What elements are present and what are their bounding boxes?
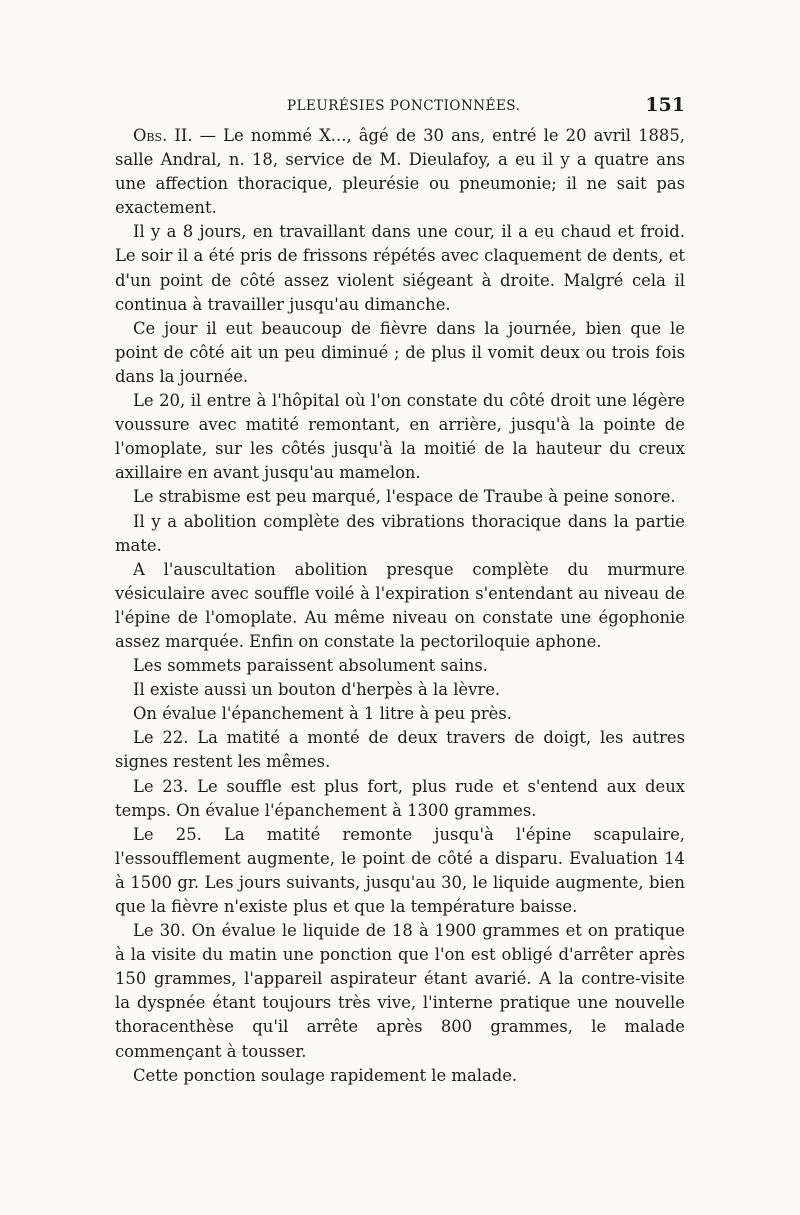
page-header	[115, 96, 685, 120]
paragraph-admission: Le 20, il entre à l'hôpital où l'on constate du côté droit une légère voussure avec matité remontant, en arrière, jusqu'à la pointe de l'omoplate, sur les côtés jusqu'à la moitié de la hauteur du creux axillaire en avant jusqu'au mamelon.	[115, 391, 685, 483]
paragraph-day-25: Le 25. La matité remonte jusqu'à l'épine scapulaire, l'essoufflement augmente, le point de côté a disparu. Evaluation 14 à 1500 gr. Les jours suivants, jusqu'au 30, le liquide augmente, bien que la fièvre n'existe plus et que la température baisse.	[115, 824, 685, 916]
observation-label: Obs. II.	[133, 126, 193, 145]
paragraph-strabismus: Le strabisme est peu marqué, l'espace de Traube à peine sonore.	[133, 487, 676, 507]
paragraph-day-22: Le 22. La matité a monté de deux travers de doigt, les autres signes restent les mêmes.	[115, 728, 685, 772]
paragraph-vibrations: Il y a abolition complète des vibrations thoracique dans la partie mate.	[115, 511, 685, 555]
paragraph-onset: Il y a 8 jours, en travaillant dans une cour, il a eu chaud et froid. Le soir il a été pris de frissons répétés avec claquement de dents, et d'un point de côté assez violent siégeant à droite. Malgré cela il continua à travailler jusqu'au dimanche.	[115, 222, 685, 314]
observation-intro: Le nommé X..., âgé de 30 ans, entré le 20 avril 1885, salle Andral, n. 18, service de M. Dieulafoy, a eu il y a quatre ans une affection thoracique, pleurésie ou pneumonie; il ne sait pas exactement.	[115, 126, 685, 218]
paragraph-fever: Ce jour il eut beaucoup de fièvre dans la journée, bien que le point de côté ait un peu diminué ; de plus il vomit deux ou trois fois dans la journée.	[115, 318, 685, 386]
paragraph-herpes: Il existe aussi un bouton d'herpès à la lèvre.	[133, 680, 501, 700]
paragraph-day-23: Le 23. Le souffle est plus fort, plus rude et s'entend aux deux temps. On évalue l'épanchement à 1300 grammes.	[115, 776, 685, 820]
paragraph-auscultation: A l'auscultation abolition presque complète du murmure vésiculaire avec souffle voilé à l'expiration s'entendant au niveau de l'épine de l'omoplate. Au même niveau on constate une égophonie assez marquée. Enfin on constate la pectoriloquie aphone.	[115, 559, 685, 651]
paragraph-apices: Les sommets paraissent absolument sains.	[133, 656, 489, 676]
observation-dash: —	[199, 126, 217, 145]
paragraph-effusion-estimate: On évalue l'épanchement à 1 litre à peu près.	[133, 704, 512, 724]
page-number: 151	[645, 94, 685, 116]
body-text	[115, 124, 685, 1088]
observation-intro-paragraph	[115, 124, 685, 220]
running-title: PLEURÉSIES PONCTIONNÉES.	[287, 98, 521, 114]
paragraph-relief: Cette ponction soulage rapidement le malade.	[133, 1065, 518, 1085]
paragraph-day-30: Le 30. On évalue le liquide de 18 à 1900 grammes et on pratique à la visite du matin une ponction que l'on est obligé d'arrêter après 150 grammes, l'appareil aspirateur étant avarié. A la contre-visite la dyspnée étant toujours très vive, l'interne pratique une nouvelle thoracenthèse qu'il arrête après 800 grammes, le malade commençant à tousser.	[115, 921, 685, 1061]
